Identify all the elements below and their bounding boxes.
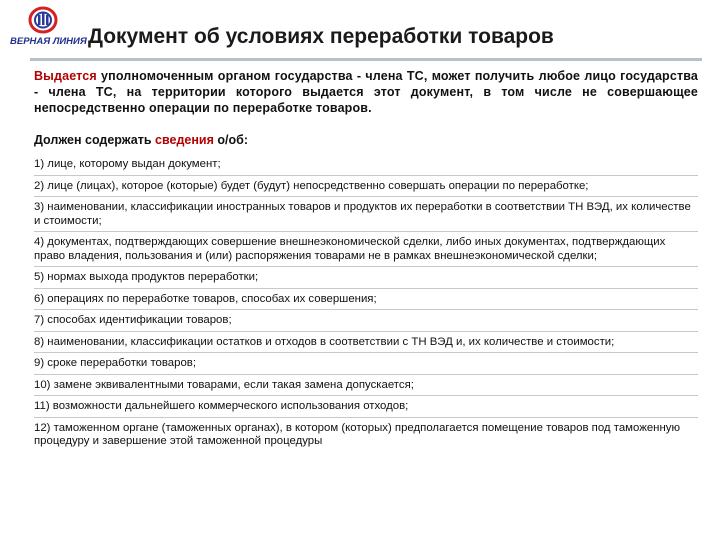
list-item: 10) замене эквивалентными товарами, если такая замена допускается; [34,379,698,397]
must-contain-highlight: сведения [155,133,214,147]
must-contain-prefix: Должен содержать [34,133,156,147]
requirements-list [34,158,698,452]
logo [10,6,87,52]
must-contain-heading [34,132,698,148]
document-body [34,68,698,456]
list-item: 4) документах, подтверждающих совершение внешнеэкономической сделки, либо иных документах, подтверждающих право владения, пользования и (или) распоряжения товарами не в рамках внешнеэкономической сделки; [34,236,698,267]
list-item: 11) возможности дальнейшего коммерческого использования отходов; [34,400,698,418]
intro-paragraph [34,68,698,116]
intro-text: уполномоченным органом государства - члена ТС, может получить любое лицо государства - члена ТС, на территории которого выдается этот документ, в том числе не совершающее непосредственно операции по переработке товаров. [34,69,698,115]
logo-text: ВЕРНАЯ ЛИНИЯ [10,36,87,47]
list-item: 7) способах идентификации товаров; [34,314,698,332]
list-item: 6) операциях по переработке товаров, способах их совершения; [34,293,698,311]
must-contain-suffix: о/об: [213,133,248,147]
list-item: 12) таможенном органе (таможенных органах), в котором (которых) предполагается помещение товаров под таможенную процедуру и завершение этой таможенной процедуры [34,421,680,447]
intro-highlight: Выдается [34,69,97,83]
list-item: 5) нормах выхода продуктов переработки; [34,271,698,289]
title-divider [30,58,702,61]
logo-emblem-icon [28,6,58,34]
list-item: 9) сроке переработки товаров; [34,357,698,375]
list-item: 2) лице (лицах), которое (которые) будет (будут) непосредственно совершать операции по переработке; [34,180,698,198]
list-item: 8) наименовании, классификации остатков и отходов в соответствии с ТН ВЭД и, их количестве и стоимости; [34,336,698,354]
page-title: Документ об условиях переработки товаров [88,25,554,48]
list-item: 1) лице, которому выдан документ; [34,158,698,176]
list-item: 3) наименовании, классификации иностранных товаров и продуктов их переработки в соответствии ТН ВЭД, их количестве и стоимости; [34,201,698,232]
